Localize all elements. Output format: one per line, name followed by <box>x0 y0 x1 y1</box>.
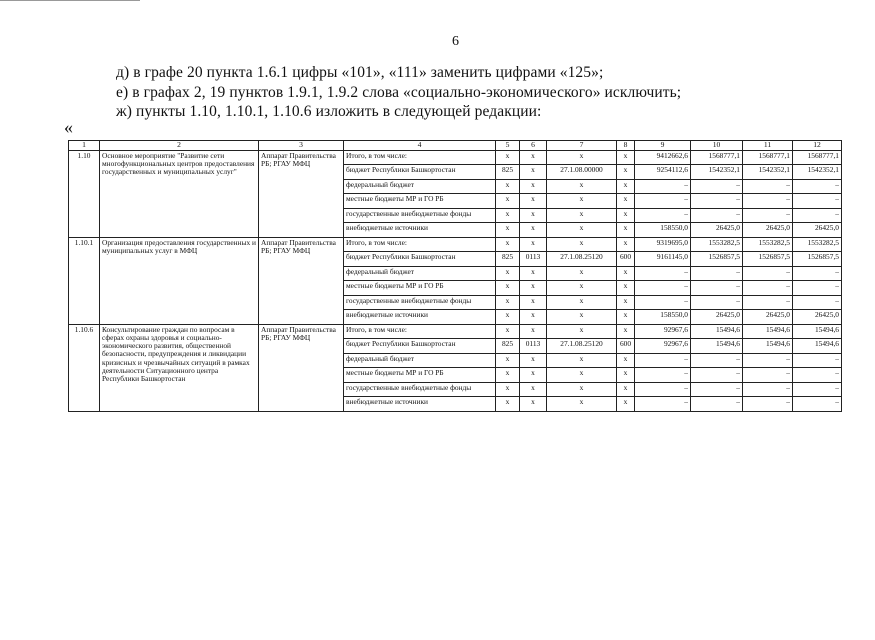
cell-col-5: x <box>496 368 520 383</box>
funding-source: Итого, в том числе: <box>344 150 496 165</box>
item-executor: Аппарат Правительства РБ; РГАУ МФЦ <box>259 324 344 411</box>
item-name: Консультирование граждан по вопросам в сферах охраны здоровья и социально-экономического развития, общественной безопасности, предупреждения и ликвидации кризисных и чрезвычайных ситуаций в рамках деятельности Ситуационного центра Республики Башкортостан <box>100 324 259 411</box>
cell-col-6: 0113 <box>520 252 547 267</box>
cell-col-6: x <box>520 353 547 368</box>
cell-col-7: x <box>547 237 617 252</box>
cell-col-8: x <box>617 368 635 383</box>
cell-col-10: 26425,0 <box>691 310 743 325</box>
cell-col-9: 9254112,6 <box>635 165 691 180</box>
cell-col-6: x <box>520 194 547 209</box>
cell-col-8: x <box>617 194 635 209</box>
cell-col-6: x <box>520 223 547 238</box>
cell-col-8: x <box>617 295 635 310</box>
cell-col-10: – <box>691 194 743 209</box>
funding-source: бюджет Республики Башкортостан <box>344 165 496 180</box>
funding-source: Итого, в том числе: <box>344 237 496 252</box>
cell-col-9: – <box>635 208 691 223</box>
cell-col-12: – <box>793 368 842 383</box>
cell-col-9: – <box>635 382 691 397</box>
cell-col-11: 26425,0 <box>743 223 793 238</box>
cell-col-10: – <box>691 281 743 296</box>
cell-col-10: 1526857,5 <box>691 252 743 267</box>
cell-col-5: 825 <box>496 339 520 354</box>
page-number: 6 <box>452 34 459 49</box>
cell-col-5: x <box>496 353 520 368</box>
cell-col-7: x <box>547 397 617 412</box>
cell-col-11: 15494,6 <box>743 339 793 354</box>
cell-col-11: – <box>743 382 793 397</box>
cell-col-10: 26425,0 <box>691 223 743 238</box>
cell-col-7: 27.1.08.25120 <box>547 252 617 267</box>
cell-col-7: x <box>547 281 617 296</box>
cell-col-11: – <box>743 353 793 368</box>
cell-col-5: x <box>496 295 520 310</box>
cell-col-11: – <box>743 179 793 194</box>
cell-col-6: x <box>520 165 547 180</box>
cell-col-11: 1553282,5 <box>743 237 793 252</box>
col-header-1: 1 <box>69 141 100 151</box>
cell-col-10: – <box>691 208 743 223</box>
cell-col-12: – <box>793 281 842 296</box>
cell-col-5: x <box>496 310 520 325</box>
funding-source: местные бюджеты МР и ГО РБ <box>344 281 496 296</box>
cell-col-6: x <box>520 382 547 397</box>
cell-col-12: – <box>793 353 842 368</box>
cell-col-8: x <box>617 179 635 194</box>
cell-col-11: – <box>743 208 793 223</box>
cell-col-6: x <box>520 208 547 223</box>
paragraph-e: е) в графах 2, 19 пунктов 1.9.1, 1.9.2 слова «социально-экономического» исключить; <box>116 84 682 101</box>
cell-col-9: – <box>635 353 691 368</box>
item-executor: Аппарат Правительства РБ; РГАУ МФЦ <box>259 237 344 324</box>
cell-col-9: – <box>635 281 691 296</box>
paragraph-zh: ж) пункты 1.10, 1.10.1, 1.10.6 изложить в следующей редакции: <box>116 103 542 120</box>
cell-col-8: 600 <box>617 339 635 354</box>
cell-col-8: x <box>617 397 635 412</box>
cell-col-12: – <box>793 295 842 310</box>
cell-col-11: – <box>743 281 793 296</box>
cell-col-10: 1553282,5 <box>691 237 743 252</box>
funding-source: бюджет Республики Башкортостан <box>344 252 496 267</box>
cell-col-7: 27.1.08.25120 <box>547 339 617 354</box>
cell-col-9: – <box>635 397 691 412</box>
col-header-11: 11 <box>743 141 793 151</box>
cell-col-12: 1568777,1 <box>793 150 842 165</box>
table-row <box>69 237 842 252</box>
funding-table <box>68 140 842 412</box>
cell-col-12: – <box>793 208 842 223</box>
cell-col-8: x <box>617 324 635 339</box>
cell-col-9: 92967,6 <box>635 339 691 354</box>
col-header-12: 12 <box>793 141 842 151</box>
cell-col-12: 26425,0 <box>793 310 842 325</box>
col-header-6: 6 <box>520 141 547 151</box>
cell-col-6: x <box>520 266 547 281</box>
cell-col-8: x <box>617 310 635 325</box>
col-header-2: 2 <box>100 141 259 151</box>
cell-col-11: 15494,6 <box>743 324 793 339</box>
cell-col-11: – <box>743 397 793 412</box>
cell-col-6: x <box>520 150 547 165</box>
item-number: 1.10.1 <box>69 237 100 324</box>
funding-source: внебюджетные источники <box>344 223 496 238</box>
cell-col-10: 15494,6 <box>691 324 743 339</box>
cell-col-7: x <box>547 223 617 238</box>
cell-col-10: 1568777,1 <box>691 150 743 165</box>
cell-col-12: – <box>793 397 842 412</box>
funding-source: федеральный бюджет <box>344 353 496 368</box>
cell-col-12: – <box>793 194 842 209</box>
funding-source: Итого, в том числе: <box>344 324 496 339</box>
funding-source: государственные внебюджетные фонды <box>344 208 496 223</box>
cell-col-5: x <box>496 150 520 165</box>
col-header-10: 10 <box>691 141 743 151</box>
cell-col-5: x <box>496 281 520 296</box>
cell-col-6: x <box>520 368 547 383</box>
cell-col-6: x <box>520 324 547 339</box>
cell-col-12: 15494,6 <box>793 324 842 339</box>
cell-col-9: 9161145,0 <box>635 252 691 267</box>
table-row <box>69 324 842 339</box>
cell-col-5: x <box>496 208 520 223</box>
item-name: Организация предоставления государственных и муниципальных услуг в МФЦ <box>100 237 259 324</box>
cell-col-11: – <box>743 194 793 209</box>
cell-col-10: 1542352,1 <box>691 165 743 180</box>
cell-col-8: x <box>617 150 635 165</box>
cell-col-9: 92967,6 <box>635 324 691 339</box>
cell-col-9: 9319695,0 <box>635 237 691 252</box>
funding-source: местные бюджеты МР и ГО РБ <box>344 194 496 209</box>
cell-col-10: 15494,6 <box>691 339 743 354</box>
cell-col-6: x <box>520 281 547 296</box>
cell-col-6: x <box>520 295 547 310</box>
cell-col-5: x <box>496 194 520 209</box>
cell-col-7: x <box>547 208 617 223</box>
cell-col-10: – <box>691 266 743 281</box>
cell-col-7: x <box>547 382 617 397</box>
page-top-edge <box>0 0 140 1</box>
cell-col-12: – <box>793 266 842 281</box>
cell-col-5: x <box>496 382 520 397</box>
cell-col-6: 0113 <box>520 339 547 354</box>
cell-col-6: x <box>520 397 547 412</box>
cell-col-12: – <box>793 382 842 397</box>
item-number: 1.10 <box>69 150 100 237</box>
funding-source: местные бюджеты МР и ГО РБ <box>344 368 496 383</box>
cell-col-8: x <box>617 353 635 368</box>
cell-col-11: – <box>743 266 793 281</box>
funding-source: федеральный бюджет <box>344 266 496 281</box>
cell-col-12: – <box>793 179 842 194</box>
funding-source: федеральный бюджет <box>344 179 496 194</box>
cell-col-10: – <box>691 368 743 383</box>
cell-col-7: x <box>547 353 617 368</box>
paragraph-d: д) в графе 20 пункта 1.6.1 цифры «101», «111» заменить цифрами «125»; <box>116 64 604 81</box>
cell-col-8: 600 <box>617 252 635 267</box>
item-name: Основное мероприятие "Развитие сети многофункциональных центров предоставления государственных и муниципальных услуг" <box>100 150 259 237</box>
cell-col-7: x <box>547 194 617 209</box>
cell-col-12: 1553282,5 <box>793 237 842 252</box>
funding-source: внебюджетные источники <box>344 397 496 412</box>
col-header-3: 3 <box>259 141 344 151</box>
cell-col-7: 27.1.08.00000 <box>547 165 617 180</box>
cell-col-9: – <box>635 266 691 281</box>
col-header-5: 5 <box>496 141 520 151</box>
cell-col-12: 1542352,1 <box>793 165 842 180</box>
col-header-8: 8 <box>617 141 635 151</box>
cell-col-7: x <box>547 266 617 281</box>
table-row <box>69 150 842 165</box>
cell-col-9: 158550,0 <box>635 310 691 325</box>
cell-col-5: x <box>496 324 520 339</box>
cell-col-5: x <box>496 266 520 281</box>
cell-col-5: 825 <box>496 165 520 180</box>
cell-col-9: 9412662,6 <box>635 150 691 165</box>
cell-col-5: x <box>496 397 520 412</box>
funding-source: внебюджетные источники <box>344 310 496 325</box>
cell-col-7: x <box>547 310 617 325</box>
cell-col-5: x <box>496 179 520 194</box>
col-header-9: 9 <box>635 141 691 151</box>
cell-col-10: – <box>691 382 743 397</box>
cell-col-12: 26425,0 <box>793 223 842 238</box>
cell-col-11: 1542352,1 <box>743 165 793 180</box>
cell-col-9: – <box>635 295 691 310</box>
cell-col-8: x <box>617 165 635 180</box>
cell-col-11: 1568777,1 <box>743 150 793 165</box>
cell-col-9: – <box>635 179 691 194</box>
cell-col-6: x <box>520 179 547 194</box>
cell-col-7: x <box>547 324 617 339</box>
opening-quote: « <box>64 117 73 137</box>
cell-col-7: x <box>547 150 617 165</box>
cell-col-5: x <box>496 237 520 252</box>
table-header-row <box>69 141 842 151</box>
cell-col-12: 1526857,5 <box>793 252 842 267</box>
cell-col-9: – <box>635 368 691 383</box>
cell-col-8: x <box>617 237 635 252</box>
cell-col-6: x <box>520 237 547 252</box>
col-header-4: 4 <box>344 141 496 151</box>
cell-col-10: – <box>691 397 743 412</box>
cell-col-8: x <box>617 223 635 238</box>
cell-col-10: – <box>691 353 743 368</box>
item-number: 1.10.6 <box>69 324 100 411</box>
cell-col-12: 15494,6 <box>793 339 842 354</box>
funding-source: государственные внебюджетные фонды <box>344 295 496 310</box>
cell-col-9: – <box>635 194 691 209</box>
funding-source: бюджет Республики Башкортостан <box>344 339 496 354</box>
item-executor: Аппарат Правительства РБ; РГАУ МФЦ <box>259 150 344 237</box>
cell-col-10: – <box>691 295 743 310</box>
cell-col-10: – <box>691 179 743 194</box>
cell-col-7: x <box>547 368 617 383</box>
cell-col-5: 825 <box>496 252 520 267</box>
cell-col-7: x <box>547 295 617 310</box>
cell-col-11: 26425,0 <box>743 310 793 325</box>
cell-col-11: – <box>743 295 793 310</box>
cell-col-9: 158550,0 <box>635 223 691 238</box>
cell-col-8: x <box>617 281 635 296</box>
cell-col-7: x <box>547 179 617 194</box>
cell-col-5: x <box>496 223 520 238</box>
cell-col-11: – <box>743 368 793 383</box>
cell-col-8: x <box>617 266 635 281</box>
cell-col-8: x <box>617 382 635 397</box>
cell-col-11: 1526857,5 <box>743 252 793 267</box>
col-header-7: 7 <box>547 141 617 151</box>
cell-col-6: x <box>520 310 547 325</box>
cell-col-8: x <box>617 208 635 223</box>
funding-source: государственные внебюджетные фонды <box>344 382 496 397</box>
